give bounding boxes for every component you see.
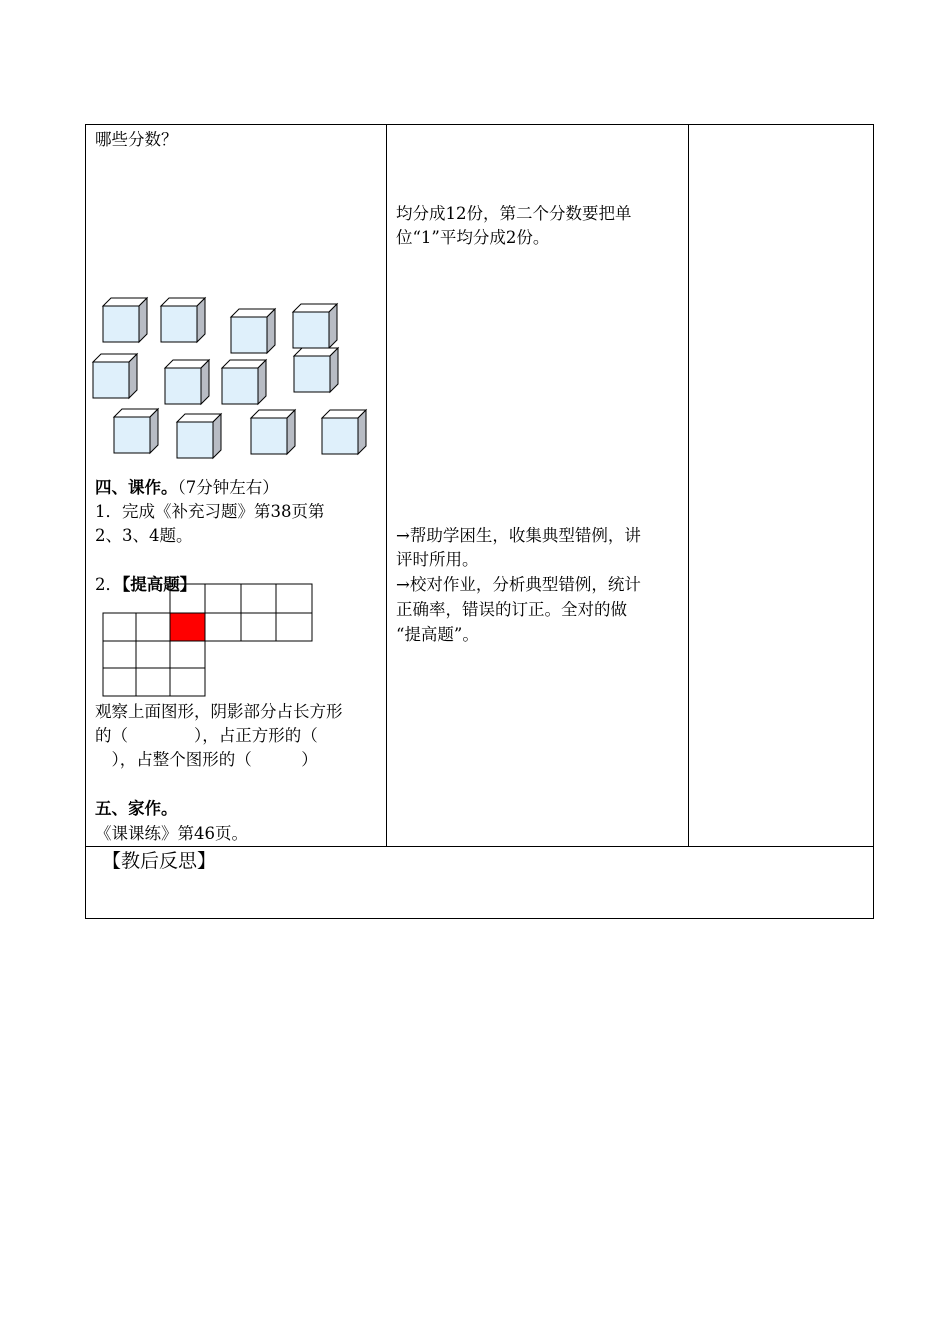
row-divider — [86, 846, 873, 847]
cubes-figure — [88, 292, 378, 462]
grid-figure — [102, 583, 316, 699]
cube — [231, 309, 275, 353]
section5-text: 《课课练》第46页。 — [95, 824, 248, 843]
note3-line2: 正确率，错误的订正。全对的做 — [396, 600, 627, 619]
section4-time: （7分钟左右） — [177, 478, 279, 497]
cube — [322, 410, 366, 454]
note1-line2: 位“1”平均分成2份。 — [396, 228, 550, 247]
note2-line1: →帮助学困生，收集典型错例，讲 — [396, 526, 641, 545]
note3-line1: →校对作业，分析典型错例，统计 — [396, 575, 641, 594]
shaded-cell — [170, 613, 205, 641]
observe-line1: 观察上面图形，阴影部分占长方形 — [95, 702, 343, 721]
task2-number: 2． — [95, 575, 122, 594]
reflection-label: 【教后反思】 — [102, 850, 217, 872]
task1-line1: 1．完成《补充习题》第38页第 — [95, 502, 325, 521]
cube — [251, 410, 295, 454]
column-divider-2 — [688, 125, 689, 846]
task2-heading: 【提高题】 — [122, 575, 197, 594]
cube — [294, 348, 338, 392]
cube — [165, 360, 209, 404]
observe-line2: 的（ ），占正方形的（ — [95, 726, 318, 745]
cube — [103, 298, 147, 342]
cube — [93, 354, 137, 398]
section4-heading: 四、课作。 — [95, 478, 178, 497]
note2-line2: 评时所用。 — [396, 550, 479, 569]
cube — [222, 360, 266, 404]
cube — [177, 414, 221, 458]
task1-line2: 2、3、4题。 — [95, 526, 193, 545]
cube — [293, 304, 337, 348]
question-end: 哪些分数？ — [95, 130, 178, 149]
cube — [114, 409, 158, 453]
column-divider-1 — [386, 125, 387, 846]
observe-line3: ），占整个图形的（ ） — [95, 750, 318, 769]
cube — [161, 298, 205, 342]
note1-line1: 均分成12份，第二个分数要把单 — [396, 204, 632, 223]
note3-line3: “提高题”。 — [396, 625, 479, 644]
section5-heading: 五、家作。 — [95, 799, 178, 818]
